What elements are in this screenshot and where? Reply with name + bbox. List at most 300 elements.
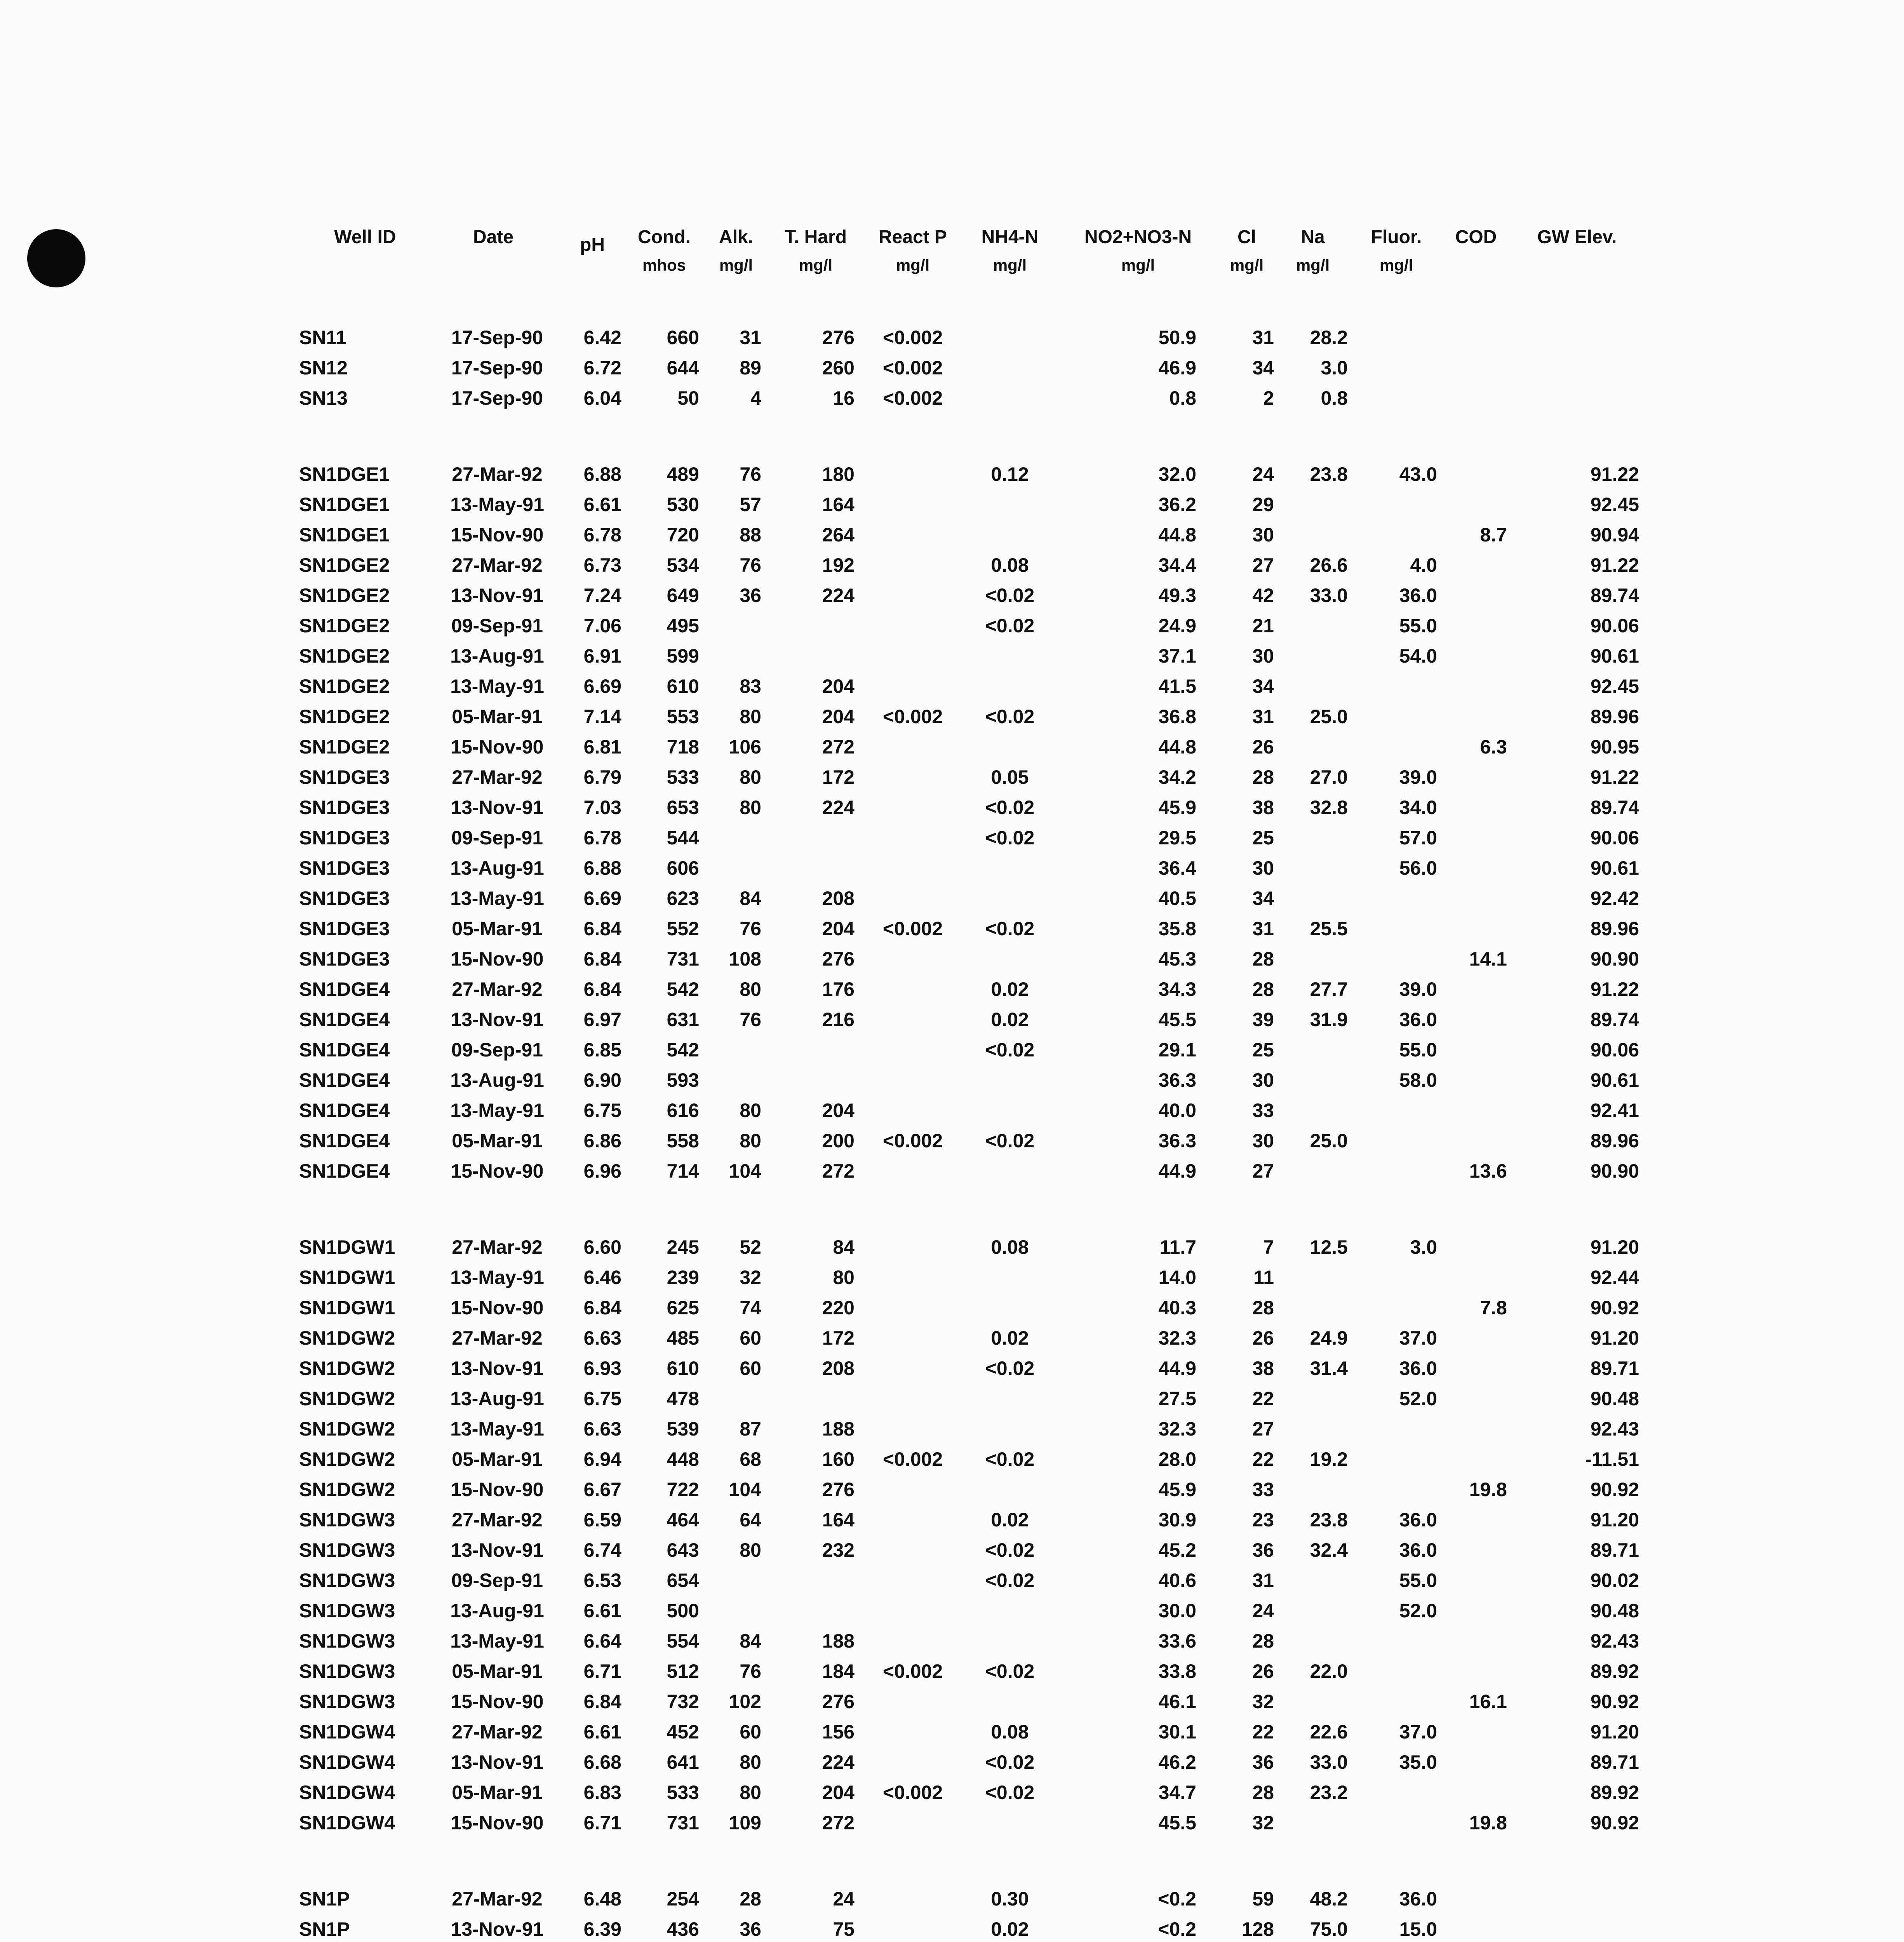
cell-ph: 6.81 <box>583 736 621 758</box>
cell-cl: 22 <box>1252 1448 1274 1470</box>
cell-na: 31.9 <box>1310 1009 1348 1030</box>
cell-gw-elev: 90.92 <box>1590 1297 1639 1319</box>
cell-cl: 42 <box>1252 585 1274 606</box>
cell-well-id: SN13 <box>299 387 348 409</box>
cell-alk: 36 <box>740 1918 761 1940</box>
cell-ph: 7.03 <box>583 797 621 818</box>
cell-fluor: 39.0 <box>1399 766 1437 788</box>
cell-well-id: SN1DGW1 <box>299 1297 395 1319</box>
table-row <box>0 1414 1904 1444</box>
cell-ph: 6.68 <box>583 1751 621 1773</box>
cell-date: 17-Sep-90 <box>451 327 543 348</box>
cell-t-hard: 75 <box>833 1918 855 1940</box>
cell-cond: 653 <box>667 797 699 818</box>
cell-alk: 106 <box>729 736 761 758</box>
cell-alk: 109 <box>729 1812 761 1834</box>
cell-cod: 19.8 <box>1469 1479 1507 1500</box>
cell-t-hard: 220 <box>822 1297 855 1319</box>
cell-cond: 625 <box>667 1297 699 1319</box>
cell-gw-elev: 90.61 <box>1590 857 1639 879</box>
cell-cod: 16.1 <box>1469 1691 1507 1712</box>
cell-fluor: 3.0 <box>1410 1236 1437 1258</box>
table-row <box>0 322 1904 353</box>
cell-well-id: SN1DGE3 <box>299 797 390 818</box>
cell-cond: 539 <box>667 1418 699 1440</box>
cell-cl: 21 <box>1252 615 1274 637</box>
cell-ph: 6.88 <box>583 463 621 485</box>
cell-cond: 610 <box>667 675 699 697</box>
cell-no2-no3-n: 50.9 <box>1158 327 1196 348</box>
cell-date: 13-Aug-91 <box>450 1069 544 1091</box>
cell-date: 15-Nov-90 <box>451 948 544 970</box>
cell-cond: 616 <box>667 1100 699 1121</box>
cell-nh4-n: <0.02 <box>985 797 1035 818</box>
cell-nh4-n: <0.02 <box>985 615 1035 637</box>
table-row <box>0 1095 1904 1126</box>
cell-ph: 6.61 <box>583 494 621 515</box>
cell-alk: 60 <box>740 1327 761 1349</box>
cell-well-id: SN1DGW3 <box>299 1570 395 1591</box>
cell-no2-no3-n: 45.9 <box>1158 797 1196 818</box>
cell-gw-elev: 92.44 <box>1590 1267 1639 1288</box>
cell-cl: 30 <box>1252 857 1274 879</box>
cell-well-id: SN1DGW2 <box>299 1448 395 1470</box>
header-gw-elev: GW Elev. <box>1537 227 1617 247</box>
cell-date: 05-Mar-91 <box>452 1782 543 1803</box>
cell-date: 15-Nov-90 <box>451 736 544 758</box>
cell-no2-no3-n: <0.2 <box>1158 1918 1196 1940</box>
cell-alk: 104 <box>729 1479 761 1500</box>
cell-well-id: SN1DGE4 <box>299 978 390 1000</box>
cell-ph: 7.06 <box>583 615 621 637</box>
cell-nh4-n: <0.02 <box>985 918 1035 940</box>
cell-no2-no3-n: 36.3 <box>1158 1069 1196 1091</box>
header-ph: pH <box>580 235 605 255</box>
cell-nh4-n: <0.02 <box>985 1357 1035 1379</box>
cell-well-id: SN1DGE2 <box>299 585 390 606</box>
cell-t-hard: 204 <box>822 1100 855 1121</box>
cell-cond: 553 <box>667 706 699 727</box>
cell-cod: 19.8 <box>1469 1812 1507 1834</box>
cell-alk: 89 <box>740 357 761 379</box>
cell-date: 13-May-91 <box>450 675 544 697</box>
cell-well-id: SN1DGE2 <box>299 554 390 576</box>
cell-cond: 654 <box>667 1570 699 1591</box>
cell-alk: 60 <box>740 1721 761 1743</box>
cell-date: 17-Sep-90 <box>451 357 543 379</box>
cell-ph: 6.63 <box>583 1327 621 1349</box>
table-row <box>0 883 1904 914</box>
cell-ph: 6.75 <box>583 1100 621 1121</box>
cell-ph: 6.60 <box>583 1236 621 1258</box>
cell-react-p: <0.002 <box>882 327 943 348</box>
cell-ph: 6.84 <box>583 948 621 970</box>
cell-fluor: 57.0 <box>1399 827 1437 849</box>
cell-t-hard: 216 <box>822 1009 855 1030</box>
cell-gw-elev: 91.22 <box>1590 463 1639 485</box>
cell-t-hard: 276 <box>822 327 855 348</box>
table-row <box>0 641 1904 671</box>
cell-date: 27-Mar-92 <box>452 1888 543 1910</box>
cell-cond: 641 <box>667 1751 699 1773</box>
cell-date: 13-May-91 <box>450 1267 544 1288</box>
cell-alk: 108 <box>729 948 761 970</box>
cell-ph: 6.71 <box>583 1660 621 1682</box>
cell-fluor: 35.0 <box>1399 1751 1437 1773</box>
cell-date: 09-Sep-91 <box>451 827 543 849</box>
cell-well-id: SN1DGE1 <box>299 524 390 546</box>
cell-fluor: 56.0 <box>1399 857 1437 879</box>
cell-well-id: SN1P <box>299 1918 350 1940</box>
cell-na: 28.2 <box>1310 327 1348 348</box>
cell-react-p: <0.002 <box>882 1130 943 1152</box>
cell-date: 13-Nov-91 <box>451 1751 544 1773</box>
cell-date: 13-Nov-91 <box>451 1539 544 1561</box>
cell-ph: 6.69 <box>583 675 621 697</box>
cell-cond: 495 <box>667 615 699 637</box>
cell-na: 32.4 <box>1310 1539 1348 1561</box>
header-t-hard: T. Hard mg/l <box>784 227 847 274</box>
table-row <box>0 489 1904 520</box>
table-row <box>0 550 1904 580</box>
cell-ph: 6.93 <box>583 1357 621 1379</box>
table-row <box>0 1156 1904 1186</box>
cell-well-id: SN1DGW1 <box>299 1236 395 1258</box>
cell-na: 24.9 <box>1310 1327 1348 1349</box>
cell-fluor: 36.0 <box>1399 1888 1437 1910</box>
cell-ph: 6.04 <box>583 387 621 409</box>
cell-cl: 24 <box>1252 1600 1274 1622</box>
cell-cl: 33 <box>1252 1100 1274 1121</box>
cell-date: 05-Mar-91 <box>452 1448 543 1470</box>
cell-ph: 6.69 <box>583 887 621 909</box>
cell-date: 17-Sep-90 <box>451 387 543 409</box>
cell-cl: 59 <box>1252 1888 1274 1910</box>
cell-well-id: SN1DGE1 <box>299 463 390 485</box>
cell-na: 22.6 <box>1310 1721 1348 1743</box>
cell-gw-elev: 90.94 <box>1590 524 1639 546</box>
cell-fluor: 55.0 <box>1399 1570 1437 1591</box>
cell-cond: 533 <box>667 1782 699 1803</box>
cell-nh4-n: 0.08 <box>991 1236 1029 1258</box>
cell-ph: 6.61 <box>583 1721 621 1743</box>
cell-ph: 6.53 <box>583 1570 621 1591</box>
cell-t-hard: 164 <box>822 494 855 515</box>
cell-alk: 80 <box>740 1539 761 1561</box>
table-row <box>0 762 1904 792</box>
cell-no2-no3-n: 36.3 <box>1158 1130 1196 1152</box>
cell-cond: 245 <box>667 1236 699 1258</box>
cell-t-hard: 208 <box>822 1357 855 1379</box>
cell-t-hard: 84 <box>833 1236 855 1258</box>
cell-alk: 76 <box>740 554 761 576</box>
table-row <box>0 1065 1904 1095</box>
cell-fluor: 36.0 <box>1399 1539 1437 1561</box>
cell-fluor: 52.0 <box>1399 1388 1437 1410</box>
cell-react-p: <0.002 <box>882 1660 943 1682</box>
cell-nh4-n: 0.02 <box>991 1009 1029 1030</box>
cell-alk: 80 <box>740 1782 761 1803</box>
cell-react-p: <0.002 <box>882 706 943 727</box>
table-row <box>0 1232 1904 1262</box>
table-row <box>0 353 1904 383</box>
cell-nh4-n: <0.02 <box>985 1570 1035 1591</box>
cell-nh4-n: <0.02 <box>985 1782 1035 1803</box>
cell-alk: 84 <box>740 1630 761 1652</box>
cell-alk: 80 <box>740 978 761 1000</box>
cell-well-id: SN1DGE3 <box>299 857 390 879</box>
cell-cond: 533 <box>667 766 699 788</box>
cell-no2-no3-n: 35.8 <box>1158 918 1196 940</box>
cell-no2-no3-n: 37.1 <box>1158 645 1196 667</box>
cell-cod: 6.3 <box>1480 736 1507 758</box>
cell-nh4-n: <0.02 <box>985 1039 1035 1061</box>
cell-alk: 60 <box>740 1357 761 1379</box>
cell-date: 13-May-91 <box>450 1630 544 1652</box>
cell-date: 15-Nov-90 <box>451 1297 544 1319</box>
cell-well-id: SN1DGE1 <box>299 494 390 515</box>
cell-gw-elev: 91.22 <box>1590 766 1639 788</box>
cell-gw-elev: 90.06 <box>1590 615 1639 637</box>
header-na: Na mg/l <box>1296 227 1330 274</box>
cell-t-hard: 276 <box>822 948 855 970</box>
cell-ph: 6.84 <box>583 978 621 1000</box>
cell-no2-no3-n: 11.7 <box>1159 1236 1196 1258</box>
cell-well-id: SN1DGE2 <box>299 645 390 667</box>
table-row <box>0 974 1904 1004</box>
cell-cl: 28 <box>1252 766 1274 788</box>
cell-t-hard: 176 <box>822 978 855 1000</box>
cell-t-hard: 232 <box>822 1539 855 1561</box>
cell-ph: 6.90 <box>583 1069 621 1091</box>
cell-no2-no3-n: 45.3 <box>1158 948 1196 970</box>
cell-t-hard: 208 <box>822 887 855 909</box>
cell-well-id: SN1DGE4 <box>299 1069 390 1091</box>
cell-cond: 606 <box>667 857 699 879</box>
cell-gw-elev: 92.45 <box>1590 675 1639 697</box>
cell-t-hard: 204 <box>822 706 855 727</box>
table-row <box>0 1474 1904 1505</box>
cell-cl: 31 <box>1252 327 1274 348</box>
cell-gw-elev: 91.22 <box>1590 554 1639 576</box>
cell-t-hard: 260 <box>822 357 855 379</box>
table-row <box>0 1914 1904 1942</box>
cell-t-hard: 272 <box>822 736 855 758</box>
cell-gw-elev: 89.71 <box>1590 1751 1639 1773</box>
cell-gw-elev: 91.20 <box>1590 1721 1639 1743</box>
cell-well-id: SN1DGW3 <box>299 1539 395 1561</box>
cell-date: 13-May-91 <box>450 1100 544 1121</box>
cell-well-id: SN1DGW3 <box>299 1600 395 1622</box>
header-fluor: Fluor. mg/l <box>1371 227 1422 274</box>
cell-na: 0.8 <box>1321 387 1348 409</box>
cell-t-hard: 188 <box>822 1630 855 1652</box>
cell-well-id: SN1DGW4 <box>299 1751 395 1773</box>
cell-cl: 7 <box>1263 1236 1274 1258</box>
cell-gw-elev: 92.42 <box>1590 887 1639 909</box>
cell-date: 13-May-91 <box>450 887 544 909</box>
cell-cond: 544 <box>667 827 699 849</box>
cell-cl: 28 <box>1252 978 1274 1000</box>
cell-na: 31.4 <box>1310 1357 1348 1379</box>
cell-fluor: 39.0 <box>1399 978 1437 1000</box>
cell-cl: 32 <box>1252 1691 1274 1712</box>
cell-fluor: 52.0 <box>1399 1600 1437 1622</box>
cell-cl: 31 <box>1252 1570 1274 1591</box>
cell-na: 19.2 <box>1310 1448 1348 1470</box>
cell-fluor: 36.0 <box>1399 585 1437 606</box>
cell-gw-elev: 91.20 <box>1590 1509 1639 1531</box>
cell-well-id: SN1DGE4 <box>299 1100 390 1121</box>
cell-ph: 6.42 <box>583 327 621 348</box>
cell-cond: 464 <box>667 1509 699 1531</box>
cell-date: 27-Mar-92 <box>452 1327 543 1349</box>
cell-react-p: <0.002 <box>882 1782 943 1803</box>
cell-date: 05-Mar-91 <box>452 706 543 727</box>
cell-alk: 80 <box>740 1100 761 1121</box>
table-row <box>0 1626 1904 1656</box>
cell-gw-elev: 89.74 <box>1590 797 1639 818</box>
cell-alk: 36 <box>740 585 761 606</box>
cell-no2-no3-n: 34.4 <box>1158 554 1196 576</box>
cell-na: 25.5 <box>1310 918 1348 940</box>
header-cl: Cl mg/l <box>1230 227 1264 274</box>
cell-date: 15-Nov-90 <box>451 1479 544 1500</box>
cell-ph: 6.61 <box>583 1600 621 1622</box>
cell-no2-no3-n: 44.9 <box>1158 1160 1196 1182</box>
cell-cond: 558 <box>667 1130 699 1152</box>
cell-na: 23.2 <box>1310 1782 1348 1803</box>
cell-nh4-n: 0.02 <box>991 1918 1029 1940</box>
cell-well-id: SN1DGW2 <box>299 1418 395 1440</box>
cell-no2-no3-n: 41.5 <box>1158 675 1196 697</box>
table-row <box>0 383 1904 413</box>
cell-date: 27-Mar-92 <box>452 978 543 1000</box>
cell-gw-elev: 90.92 <box>1590 1479 1639 1500</box>
cell-fluor: 54.0 <box>1399 645 1437 667</box>
cell-no2-no3-n: 36.4 <box>1158 857 1196 879</box>
cell-well-id: SN1DGE3 <box>299 887 390 909</box>
cell-cl: 22 <box>1252 1721 1274 1743</box>
cell-cl: 34 <box>1252 675 1274 697</box>
cell-cond: 478 <box>667 1388 699 1410</box>
cell-cl: 26 <box>1252 736 1274 758</box>
header-nh4-n: NH4-N mg/l <box>981 227 1039 274</box>
cell-well-id: SN1DGW2 <box>299 1388 395 1410</box>
cell-gw-elev: -11.51 <box>1585 1448 1639 1470</box>
cell-no2-no3-n: 49.3 <box>1158 585 1196 606</box>
cell-gw-elev: 92.45 <box>1590 494 1639 515</box>
cell-date: 09-Sep-91 <box>451 1039 543 1061</box>
cell-no2-no3-n: 44.8 <box>1158 736 1196 758</box>
header-date: Date <box>473 227 514 247</box>
cell-nh4-n: 0.08 <box>991 1721 1029 1743</box>
cell-gw-elev: 89.96 <box>1590 1130 1639 1152</box>
cell-gw-elev: 90.48 <box>1590 1600 1639 1622</box>
table-row <box>0 1444 1904 1474</box>
cell-no2-no3-n: 0.8 <box>1169 387 1196 409</box>
cell-alk: 80 <box>740 1130 761 1152</box>
cell-t-hard: 184 <box>822 1660 855 1682</box>
cell-no2-no3-n: 24.9 <box>1158 615 1196 637</box>
cell-na: 33.0 <box>1310 585 1348 606</box>
cell-na: 3.0 <box>1321 357 1348 379</box>
cell-alk: 76 <box>740 1009 761 1030</box>
cell-cl: 2 <box>1263 387 1274 409</box>
cell-nh4-n: 0.30 <box>991 1888 1029 1910</box>
cell-no2-no3-n: 44.9 <box>1158 1357 1196 1379</box>
cell-t-hard: 192 <box>822 554 855 576</box>
cell-alk: 80 <box>740 766 761 788</box>
cell-na: 26.6 <box>1310 554 1348 576</box>
cell-well-id: SN1DGW2 <box>299 1357 395 1379</box>
cell-alk: 83 <box>740 675 761 697</box>
cell-cl: 27 <box>1252 554 1274 576</box>
cell-well-id: SN1DGW4 <box>299 1812 395 1834</box>
cell-nh4-n: <0.02 <box>985 1751 1035 1773</box>
cell-alk: 84 <box>740 887 761 909</box>
cell-cond: 660 <box>667 327 699 348</box>
cell-alk: 76 <box>740 463 761 485</box>
cell-cond: 542 <box>667 1039 699 1061</box>
cell-gw-elev: 89.92 <box>1590 1782 1639 1803</box>
cell-cond: 732 <box>667 1691 699 1712</box>
cell-cond: 512 <box>667 1660 699 1682</box>
cell-no2-no3-n: 14.0 <box>1158 1267 1196 1288</box>
cell-no2-no3-n: 40.6 <box>1158 1570 1196 1591</box>
cell-cl: 28 <box>1252 948 1274 970</box>
cell-fluor: 55.0 <box>1399 615 1437 637</box>
cell-t-hard: 164 <box>822 1509 855 1531</box>
cell-t-hard: 24 <box>833 1888 855 1910</box>
cell-gw-elev: 89.74 <box>1590 1009 1639 1030</box>
cell-cond: 644 <box>667 357 699 379</box>
cell-t-hard: 276 <box>822 1479 855 1500</box>
table-row <box>0 520 1904 550</box>
table-row <box>0 1596 1904 1626</box>
cell-cond: 610 <box>667 1357 699 1379</box>
table-row <box>0 944 1904 974</box>
header-cod: COD <box>1455 227 1497 247</box>
cell-react-p: <0.002 <box>882 357 943 379</box>
header-cond: Cond. mhos <box>638 227 691 274</box>
cell-na: 33.0 <box>1310 1751 1348 1773</box>
cell-no2-no3-n: 33.8 <box>1158 1660 1196 1682</box>
cell-well-id: SN1DGE4 <box>299 1130 390 1152</box>
cell-t-hard: 276 <box>822 1691 855 1712</box>
cell-ph: 6.86 <box>583 1130 621 1152</box>
cell-fluor: 37.0 <box>1399 1327 1437 1349</box>
cell-no2-no3-n: 36.8 <box>1158 706 1196 727</box>
cell-date: 27-Mar-92 <box>452 766 543 788</box>
cell-no2-no3-n: 46.1 <box>1158 1691 1196 1712</box>
cell-well-id: SN1DGW2 <box>299 1479 395 1500</box>
cell-cond: 554 <box>667 1630 699 1652</box>
cell-date: 13-May-91 <box>450 494 544 515</box>
cell-alk: 74 <box>740 1297 761 1319</box>
cell-nh4-n: 0.12 <box>991 463 1029 485</box>
header-react-p: React P mg/l <box>878 227 947 274</box>
cell-ph: 6.67 <box>583 1479 621 1500</box>
cell-cl: 28 <box>1252 1630 1274 1652</box>
cell-cond: 623 <box>667 887 699 909</box>
cell-ph: 6.59 <box>583 1509 621 1531</box>
cell-na: 75.0 <box>1310 1918 1348 1940</box>
cell-cond: 530 <box>667 494 699 515</box>
cell-cond: 731 <box>667 1812 699 1834</box>
table-row <box>0 823 1904 853</box>
cell-date: 13-Aug-91 <box>450 1600 544 1622</box>
